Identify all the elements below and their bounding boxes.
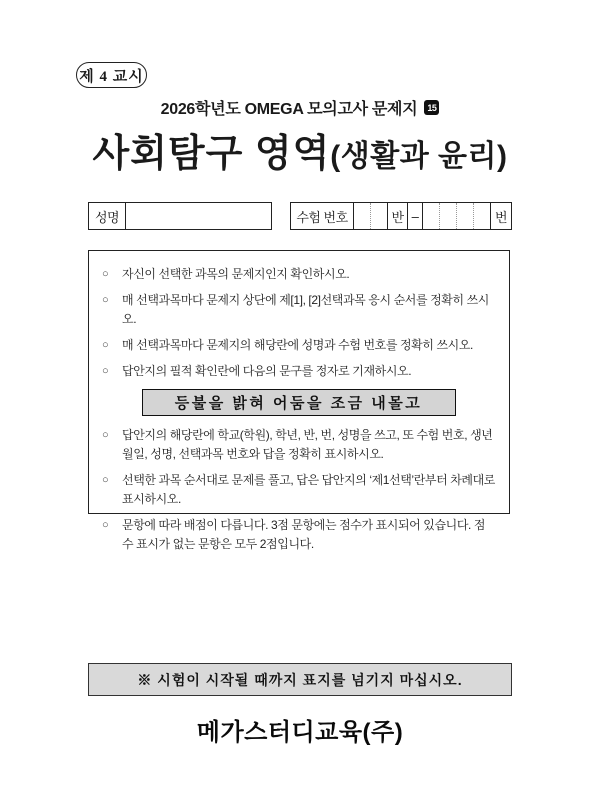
circle-bullet-icon: ○ [102, 429, 109, 441]
do-not-turn-page-notice [88, 663, 512, 696]
name-field-box [88, 202, 272, 230]
class-digit-cell-2[interactable] [371, 203, 388, 229]
number-digit-cell-3[interactable] [457, 203, 474, 229]
instruction-item [102, 471, 495, 509]
circle-bullet-icon: ○ [102, 268, 109, 280]
exam-title [0, 122, 600, 177]
instruction-item [102, 291, 495, 329]
number-digit-cell-2[interactable] [440, 203, 457, 229]
exam-subtitle-row [0, 96, 600, 119]
handwriting-check-phrase-box [142, 389, 456, 416]
instruction-text: 답안지의 해당란에 학교(학원), 학년, 반, 번, 성명을 쓰고, 또 수험 번호, 생년월일, 성명, 선택과목 번호와 답을 정확히 표시하시오. [122, 428, 493, 461]
publisher-name: 메가스터디교육(주) [196, 719, 404, 746]
instruction-item [102, 336, 495, 355]
exam-number-label: 수험 번호 [291, 203, 354, 229]
circle-bullet-icon: ○ [102, 339, 109, 351]
number-digit-cell-1[interactable] [423, 203, 440, 229]
instruction-item [102, 426, 495, 464]
instruction-text: 매 선택과목마다 문제지 상단에 제[1], [2]선택과목 응시 순서를 정확히 쓰시오. [122, 293, 490, 326]
handwriting-check-phrase: 등불을 밝혀 어둠을 조금 내몰고 [174, 395, 423, 412]
dash-separator: – [408, 203, 423, 229]
exam-title-main: 사회탐구 영역 [92, 133, 331, 175]
name-input[interactable] [126, 203, 271, 229]
class-suffix-label: 반 [388, 203, 408, 229]
instruction-item [102, 516, 495, 554]
instruction-text: 매 선택과목마다 문제지의 해당란에 성명과 수험 번호를 정확히 쓰시오. [122, 338, 473, 352]
instructions-box [88, 250, 510, 551]
instruction-item [102, 265, 495, 284]
instruction-item [102, 362, 495, 381]
instruction-text: 문항에 따라 배점이 다릅니다. 3점 문항에는 점수가 표시되어 있습니다. 점수 표시가 없는 문항은 모두 2점입니다. [122, 518, 486, 551]
exam-number-box [290, 202, 512, 230]
subject-code-badge: 15 [424, 100, 439, 115]
circle-bullet-icon: ○ [102, 474, 109, 486]
circle-bullet-icon: ○ [102, 519, 109, 531]
circle-bullet-icon: ○ [102, 365, 109, 377]
circle-bullet-icon: ○ [102, 294, 109, 306]
number-digit-cell-4[interactable] [474, 203, 491, 229]
exam-title-subject: (생활과 윤리) [330, 140, 508, 173]
number-suffix-label: 번 [494, 209, 508, 225]
name-label: 성명 [89, 203, 126, 229]
period-label: 제 4 교시 [79, 68, 144, 85]
instruction-text: 선택한 과목 순서대로 문제를 풀고, 답은 답안지의 ‘제1선택’란부터 차례대로 표시하시오. [122, 473, 495, 506]
exam-subtitle: 2026학년도 OMEGA 모의고사 문제지 [160, 101, 418, 118]
class-digit-cell-1[interactable] [354, 203, 371, 229]
instruction-text: 자신이 선택한 과목의 문제지인지 확인하시오. [122, 267, 350, 281]
period-label-box [76, 62, 147, 88]
notice-text: ※ 시험이 시작될 때까지 표지를 넘기지 마십시오. [137, 671, 463, 688]
instruction-text: 답안지의 필적 확인란에 다음의 문구를 정자로 기재하시오. [122, 364, 412, 378]
